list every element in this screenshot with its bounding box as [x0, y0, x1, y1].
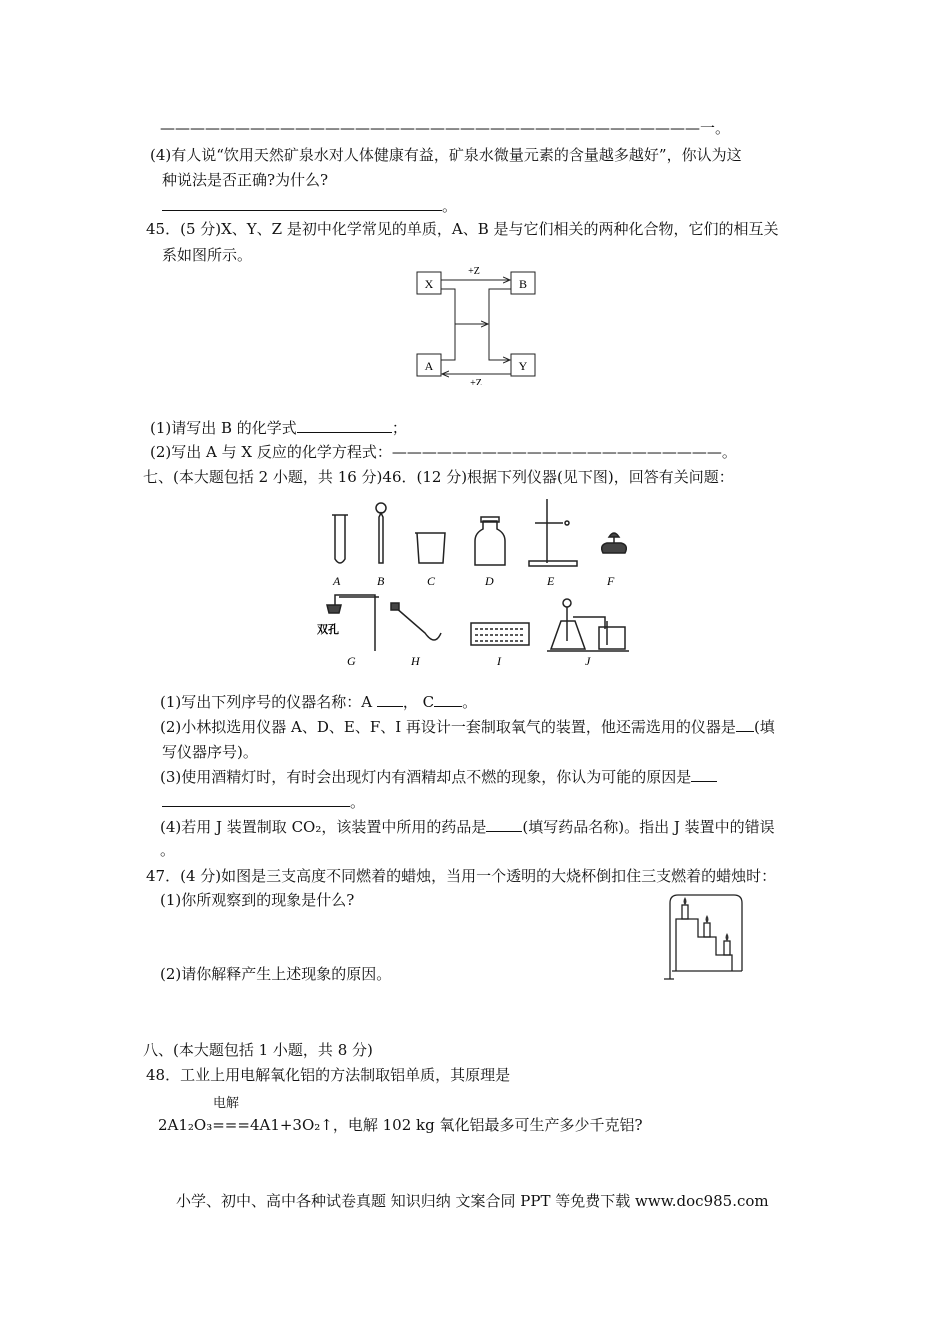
label-i: I [497, 654, 501, 668]
label-f: F [607, 574, 615, 588]
label-d: D [485, 574, 494, 588]
box-b-label: B [518, 277, 528, 291]
top-plus-z-label: +Z [468, 266, 480, 277]
box-x-label: X [424, 277, 434, 291]
label-e: E [547, 574, 555, 588]
q44-dash-line: ————————————————————————————————————一。 [160, 119, 731, 137]
q44-answer-end: 。 [442, 197, 458, 215]
flame-short-icon [726, 933, 729, 941]
apparatus-figure [315, 493, 635, 673]
q46-part1[interactable]: (1)写出下列序号的仪器名称：A ， C 。 [160, 693, 478, 711]
tall-candle-icon [682, 905, 688, 919]
q47-part1: (1)你所观察到的现象是什么? [160, 891, 355, 909]
q45-line2: 系如图所示。 [162, 246, 253, 264]
q44-part4-line2: 种说法是否正确?为什么? [162, 171, 329, 189]
middle-candle-icon [704, 923, 710, 937]
q46-part3-answer[interactable]: 。 [162, 792, 365, 812]
alcohol-lamp-icon [602, 543, 627, 553]
stopper-tube-icon [327, 605, 341, 613]
box-a-label: A [424, 359, 434, 373]
g-double-hole-tag: 双孔 [317, 624, 339, 636]
short-candle-icon [724, 941, 730, 955]
q45-line1: 45．(5 分)X、Y、Z 是初中化学常见的单质，A、B 是与它们相关的两种化合物，它们的相互关 [146, 220, 779, 238]
q47-line1: 47．(4 分)如图是三支高度不同燃着的蜡烛，当用一个透明的大烧杯倒扣住三支燃着的蜡烛时： [146, 867, 777, 885]
q46-part4[interactable]: (4)若用 J 装置制取 CO₂，该装置中所用的药品是 (填写药品名称)。指出 J 装置中的错误 [160, 818, 775, 836]
label-b: B [377, 574, 385, 588]
label-g: G [347, 654, 356, 668]
q46-part3-line1[interactable]: (3)使用酒精灯时，有时会出现灯内有酒精却点不燃的现象，你认为可能的原因是 [160, 767, 717, 787]
bottle-icon [475, 521, 505, 565]
label-h: H [411, 654, 420, 668]
label-j: J [585, 654, 591, 668]
flame-tall-icon [684, 897, 687, 905]
test-tube-icon [335, 515, 345, 563]
q48-line1: 48．工业上用电解氧化铝的方法制取铝单质，其原理是 [146, 1066, 511, 1084]
q45-part1[interactable]: (1)请写出 B 的化学式 ； [150, 419, 407, 437]
q46-part2-line2: 写仪器序号)。 [162, 743, 258, 761]
bottom-plus-z-label: +Z [470, 378, 482, 385]
q46-part2-line1[interactable]: (2)小林拟选用仪器 A、D、E、F、I 再设计一套制取氧气的装置，他还需选用的仪器是 (填 [160, 718, 775, 736]
q48-condition: 电解 [213, 1096, 240, 1111]
q44-part4-line1: (4)有人说“饮用天然矿泉水对人体健康有益，矿泉水微量元素的含量越多越好”，你认为这 [150, 146, 742, 164]
q44-answer-line[interactable] [162, 196, 457, 216]
page-footer: 小学、初中、高中各种试卷真题 知识归纳 文案合同 PPT 等免费下载 www.doc985.com [176, 1192, 769, 1210]
section8-header: 八、(本大题包括 1 小题，共 8 分) [143, 1041, 373, 1059]
bent-tube-icon [395, 607, 441, 640]
q46-part4-end: 。 [160, 841, 176, 859]
q45-relation-diagram [410, 260, 540, 385]
q45-part2: (2)写出 A 与 X 反应的化学方程式：——————————————————————。 [150, 443, 737, 461]
label-a: A [333, 574, 341, 588]
label-c: C [427, 574, 436, 588]
box-y-label: Y [518, 359, 528, 373]
candles-in-beaker-figure [662, 893, 748, 983]
beaker-icon [415, 533, 445, 563]
q47-part2: (2)请你解释产生上述现象的原因。 [160, 965, 392, 983]
section7-header: 七、(本大题包括 2 小题，共 16 分)46．(12 分)根据下列仪器(见下图)，回答有关问题： [143, 468, 734, 486]
flame-middle-icon [706, 915, 709, 923]
q48-equation: 2A1₂O₃===4A1+3O₂↑，电解 102 kg 氧化铝最多可生产多少千克铝? [158, 1116, 643, 1134]
